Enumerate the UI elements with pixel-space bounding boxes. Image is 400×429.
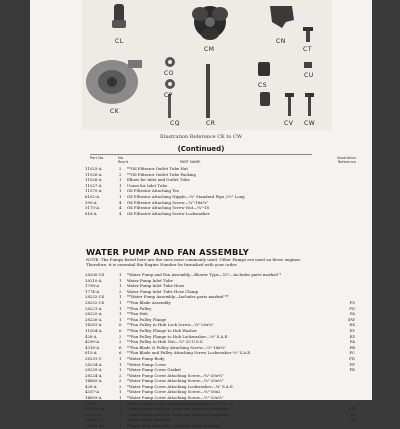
- part-name: *Water Pump Cover Gasket: [127, 367, 181, 373]
- water-pump-parts-list: [85, 272, 355, 429]
- part-number: 14609-A: [85, 395, 102, 401]
- part-number: 28231-C: [85, 355, 102, 361]
- part-label-cu: CU: [304, 72, 314, 79]
- quantity-required: 2: [119, 333, 122, 339]
- part-label-cp: CP: [164, 92, 173, 99]
- part-label-cm: CM: [204, 46, 215, 53]
- quantity-required: 6: [119, 344, 122, 350]
- quantity-required: 6: [119, 322, 122, 328]
- illustration-reference: FE: [349, 367, 355, 373]
- part-name: *Water Pump Cover Attaching Lockwasher—¼" S.A.E.: [127, 383, 235, 389]
- quantity-required: 1: [119, 417, 122, 423]
- part-number: 428-A: [85, 383, 97, 389]
- part-name: Water Pump Inlet Tube: [127, 277, 173, 283]
- quantity-required: 1: [119, 277, 122, 283]
- quantity-required: 2: [119, 400, 122, 406]
- part-number: 28219-AB: [85, 406, 105, 412]
- quantity-required: 1: [119, 395, 122, 401]
- part-number: 28221-A: [85, 305, 102, 311]
- part-number: 28224-A: [85, 372, 102, 378]
- quantity-required: 2: [119, 166, 122, 171]
- part-cm-image: [192, 6, 228, 40]
- part-name: *Water Pump Cover Attaching Screw—½"-20x⅝": [127, 395, 224, 401]
- quantity-required: 2: [119, 339, 122, 345]
- quantity-required: 4: [119, 205, 122, 211]
- quantity-required: 1: [119, 411, 122, 417]
- part-number: 28249-A: [85, 417, 102, 423]
- illustration-reference: EW: [348, 316, 355, 322]
- illustration-reference: EX: [349, 322, 355, 328]
- top-parts-list: [85, 166, 355, 216]
- part-number: 28226-A: [85, 316, 102, 322]
- part-name: *Water Pump Cover Attaching Screw—¼"-20x½": [127, 378, 224, 384]
- part-ct-image: [303, 27, 313, 42]
- quantity-required: 4: [119, 210, 122, 216]
- part-number: 3175-A: [85, 205, 100, 211]
- part-name: *Water Pump and Fan Assembly—Blower Type—15"—Includes parts marked *: [127, 272, 282, 277]
- part-number: 1774-A: [85, 288, 100, 294]
- part-cp-image: [165, 79, 175, 89]
- part-number: 28220-A: [85, 411, 102, 417]
- part-number: 11026-A: [85, 177, 102, 183]
- illustration-reference: FI: [350, 411, 355, 417]
- part-number: 4337-A: [85, 389, 100, 395]
- header-ill-ref: Illustration Reference: [336, 156, 356, 164]
- quantity-required: 1: [119, 361, 122, 367]
- part-name: **Fan Pulley Flange to Hub Lockwasher—⅜" S.A.E.: [127, 333, 229, 339]
- part-cr-image: [206, 64, 210, 118]
- quantity-required: 1: [119, 316, 122, 322]
- header-part-name: PART NAME: [180, 160, 201, 164]
- part-name: Oil Filtrator Attaching Screw Lockwasher: [127, 210, 210, 216]
- part-name: *Water Pump Cover Attaching Screw—⅜"-16x2: [127, 389, 221, 395]
- part-number: 28245-AS: [85, 423, 105, 429]
- part-number: 11027-A: [85, 182, 102, 188]
- part-name: *Water Seal Assembly—Includes parts marked \: [127, 423, 222, 429]
- part-name: **Fan Pulley: [127, 305, 152, 311]
- illustration-reference: EY: [349, 327, 355, 333]
- part-number: 11004-A: [85, 327, 102, 333]
- part-label-cs: CS: [258, 82, 267, 89]
- part-name: *Water Pump Body: [127, 355, 165, 361]
- quantity-required: 2: [119, 372, 122, 378]
- part-number: 11025-A: [85, 166, 102, 171]
- part-label-cv: CV: [284, 120, 294, 127]
- part-number: 28225-A: [85, 311, 102, 317]
- part-name: Oil Filtrator Attaching Screw—¼"-18x¾": [127, 199, 209, 205]
- part-name: **Fan Blade Assembly: [127, 299, 171, 305]
- quantity-required: 1: [119, 188, 122, 194]
- illustration-reference: FJ: [350, 417, 355, 423]
- quantity-required: 2: [119, 288, 122, 294]
- part-name: *Water Pump and Fan Shaft and Bearing Assembly: [127, 406, 228, 412]
- quantity-required: 6: [119, 350, 122, 356]
- part-name: **Water Pump Assembly—Includes parts marked **: [127, 294, 229, 300]
- part-number: 428-A: [85, 333, 97, 339]
- part-name: Oil Filtrator Attaching Screw Nut—¼"-18: [127, 205, 209, 211]
- continued-heading: (Continued): [177, 145, 225, 153]
- catalog-page: [30, 0, 372, 429]
- part-name: Water Pump Inlet Tube Hose: [127, 283, 185, 289]
- part-number: 28200-CS: [85, 272, 105, 277]
- table-row: [85, 423, 355, 429]
- quantity-required: 1: [119, 272, 122, 277]
- quantity-required: 4: [119, 199, 122, 205]
- illustration-reference: FF: [349, 361, 355, 367]
- part-name: *Water Pump Impeller: [127, 417, 172, 423]
- part-label-ck: CK: [110, 108, 120, 115]
- part-name: Elbow for Inlet and Outlet Tube: [127, 177, 190, 183]
- parts-photo: [82, 0, 332, 130]
- table-row: [85, 211, 355, 217]
- part-name: Oil Filtrator Attaching Nipple—¼" Standard Pipe 2½" Long: [127, 193, 245, 199]
- part-cu-image: [304, 62, 312, 68]
- illustration-reference: FH: [348, 406, 355, 412]
- part-name: Water Pump Inlet Tube Hose Clamp: [127, 288, 198, 294]
- part-name: **Fan Pulley to Hub Nut—⅜"-20 U.S.S.: [127, 339, 204, 345]
- part-label-cw: CW: [304, 120, 316, 127]
- part-co-image: [165, 57, 175, 67]
- quantity-required: 2: [119, 383, 122, 389]
- quantity-required: 1: [119, 305, 122, 311]
- part-name: Oil Filtrator Attaching Tee: [127, 188, 180, 194]
- part-cw-image: [305, 93, 314, 116]
- quantity-required: 1: [119, 355, 122, 361]
- illustration-reference: FG: [349, 305, 355, 311]
- quantity-required: 1: [119, 193, 122, 199]
- section-title: WATER PUMP AND FAN ASSEMBLY: [86, 247, 249, 257]
- part-name: **Oil Filtrator Outlet Tube Nut: [127, 166, 188, 171]
- part-number: 28252-CS: [85, 299, 105, 305]
- illustration-reference: EZ: [349, 333, 355, 339]
- part-number: 629-A: [85, 400, 97, 406]
- part-name: **Oil Filtrator Outlet Tube Packing: [127, 171, 197, 177]
- part-number: 28235-A: [85, 367, 102, 373]
- illustration-reference: FS: [349, 299, 355, 305]
- part-number: 399-A: [85, 199, 97, 205]
- part-number: 28232-CS: [85, 294, 105, 300]
- part-name: **Fan Hub: [127, 311, 148, 317]
- divider: [90, 154, 312, 155]
- part-number: 1798-A: [85, 283, 100, 289]
- part-label-cr: CR: [206, 120, 216, 127]
- part-name: **Fan Pulley to Hub Lock Screw—¼"-20x⅜": [127, 322, 215, 328]
- part-cv-image: [285, 93, 294, 116]
- quantity-required: 6: [119, 327, 122, 333]
- quantity-required: 1: [119, 423, 122, 429]
- part-label-cn: CN: [276, 38, 286, 45]
- part-number: 14281-A: [85, 322, 102, 328]
- part-number: 615-A: [85, 350, 97, 356]
- quantity-required: 1: [119, 177, 122, 183]
- part-label-ct: CT: [303, 46, 312, 53]
- quantity-required: 2: [119, 378, 122, 384]
- quantity-required: 1: [119, 283, 122, 289]
- part-number: 11570-A: [85, 188, 102, 194]
- part-number: 6102-A: [85, 193, 100, 199]
- illustration-reference: FC: [349, 350, 355, 356]
- parts-illustration: [82, 0, 332, 130]
- quantity-required: 1: [119, 294, 122, 300]
- part-name: *Water Pump Cover Attaching Screw—¼"-20x⅝": [127, 372, 224, 378]
- part-label-cq: CQ: [170, 120, 180, 127]
- part-name: **Fan Pulley Flange: [127, 316, 167, 322]
- quantity-required: 1: [119, 367, 122, 373]
- quantity-required: 1: [119, 389, 122, 395]
- part-name: **Fan Blade and Pulley Attaching Screw Lockwasher ⅜" S.A.E.: [127, 350, 252, 356]
- part-label-cl: CL: [115, 38, 124, 45]
- quantity-required: 1: [119, 311, 122, 317]
- part-ck-image: [86, 60, 142, 104]
- part-name: **Fan Pulley Flange to Hub Washer: [127, 327, 197, 333]
- part-cn-image: [270, 6, 294, 28]
- part-number: 28210-A: [85, 277, 102, 283]
- illustration-reference: FD: [349, 355, 355, 361]
- illustration-reference: FA: [349, 339, 355, 345]
- illustration-caption: Illustration Reference CK to CW: [160, 134, 242, 140]
- part-number: 28234-A: [85, 361, 102, 367]
- illustration-reference: FA: [349, 311, 355, 317]
- quantity-required: 2: [119, 171, 122, 177]
- header-no-reqd: No. Req'd: [118, 156, 129, 164]
- part-name: Union for Inlet Tube: [127, 182, 168, 188]
- quantity-required: 1: [119, 299, 122, 305]
- part-number: 616-A: [85, 210, 97, 216]
- part-number: 14665-A: [85, 378, 102, 384]
- section-note: NOTE. The Pumps listed here are the ones most commonly used. Other Pumps are used on these engines. Therefore, it is essential the Engine Number be furnished with your order.: [86, 257, 302, 268]
- part-name: **Fan Blade & Pulley Attaching Screw—⅝"-18x⅝": [127, 344, 227, 350]
- part-cl-image: [112, 4, 126, 28]
- part-number: 4318-A: [85, 344, 100, 350]
- part-name: *Water Pump Cover Attaching Lockwasher—⅝" S.A.E.: [127, 400, 235, 406]
- header-part-no: Part No.: [90, 156, 105, 160]
- part-name: *Water Pump and Fan Shaft and Bearing Snap Ring: [127, 411, 229, 417]
- quantity-required: 1: [119, 406, 122, 412]
- quantity-required: 1: [119, 182, 122, 188]
- part-number: 4290-A: [85, 339, 100, 345]
- part-name: *Water Pump Cover: [127, 361, 167, 367]
- illustration-reference: FB: [349, 344, 355, 350]
- part-label-co: CO: [164, 70, 174, 77]
- part-number: 11026-A: [85, 171, 102, 177]
